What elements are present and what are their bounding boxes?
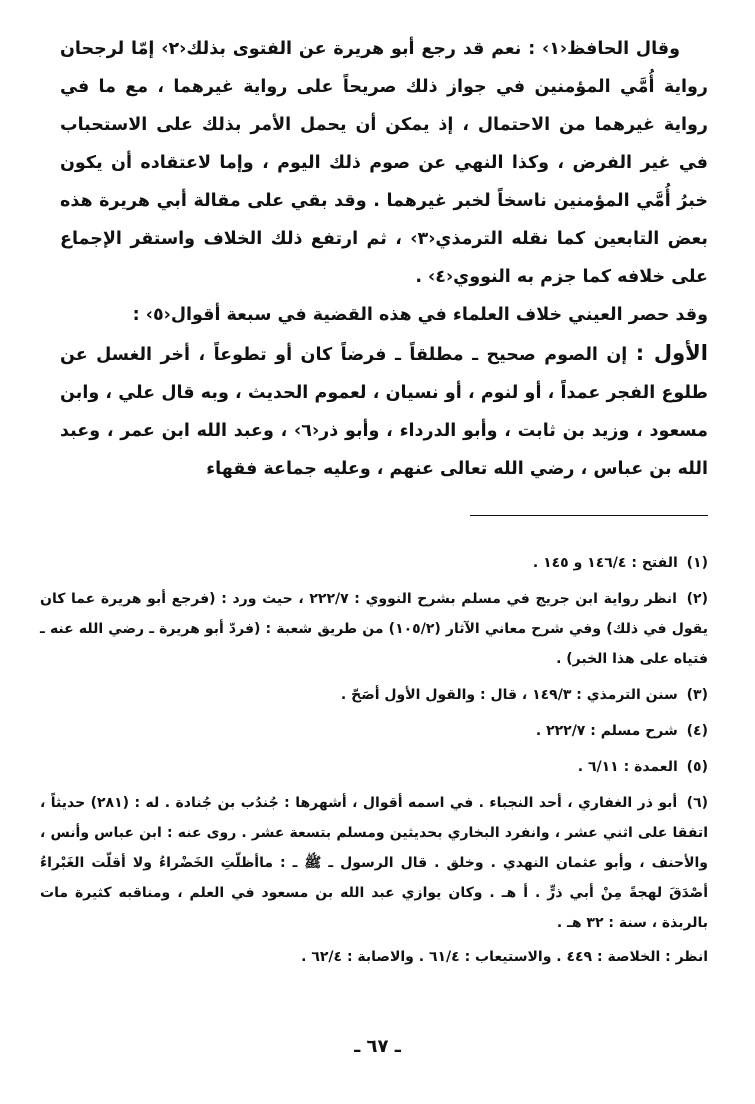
first-opinion-text: إن الصوم صحيح ـ مطلقاً ـ فرضاً كان أو تطوعاً ، أخر الغسل عن طلوع الفجر عمداً ، أو لنوم ، أو نسيان ، لعموم الحديث ، وبه قال علي ، وابن مسعود ، وزيد بن ثابت ، وأبو الدرداء ، وأبو ذر‹٦› ، وعبد الله ابن عمر ، وعبد الله بن عباس ، رضي الله تعالى عنهم ، وعليه جماعة فقهاء	[60, 345, 708, 479]
paragraph-aini: وقد حصر العيني خلاف العلماء في هذه القضية في سبعة أقوال‹٥› :	[132, 305, 708, 325]
footnote-3	[40, 680, 708, 710]
footnote-6	[40, 788, 708, 938]
footnote-text: أبو ذر الغفاري ، أحد النجباء . في اسمه أقوال ، أشهرها : جُندُب بن جُنادة . له : (٢٨١) حديثاً ، اتفقا على اثني عشر ، وانفرد البخاري بحديثين ومسلم بتسعة عشر . روى عنه : ابن عباس وأنس ، والأحنف ، وأبو عثمان النهدي . وخلق . قال الرسول ـ ﷺ ـ : ماأظلّتِ الخَضْراءُ ولا أقلّت الغَبْراءُ أصْدَقَ لهجةً مِنْ أبي ذرٍّ . أ هـ . وكان يوازي عبد الله بن مسعود في العلم ، ومناقبه كثيرة مات بالربذة ، سنة : ٣٢ هـ .	[40, 795, 708, 931]
footnote-text: انظر رواية ابن جريج في مسلم بشرح النووي : ٢٢٢/٧ ، حيث ورد : (فرجع أبو هريرة عما كان يقول في ذلك) وفي شرح معاني الآثار (١٠٥/٢) من طريق شعبة : (فردّ أبو هريرة ـ رضي الله عنه ـ فتياه على هذا الخبر) .	[40, 591, 708, 667]
first-opinion-heading: الأول :	[635, 341, 708, 365]
footnote-number: (٦)	[686, 795, 709, 811]
footnote-number: (٣)	[686, 687, 708, 703]
footnote-separator	[470, 515, 708, 516]
footnote-number: (٢)	[686, 591, 708, 607]
footnote-5	[40, 752, 708, 782]
footnote-1	[40, 548, 708, 578]
footnotes	[40, 548, 708, 972]
footnote-text: الفتح : ١٤٦/٤ و ١٤٥ .	[532, 555, 678, 571]
page-number: ـ ٦٧ ـ	[354, 1036, 401, 1057]
footnote-2	[40, 584, 708, 674]
footnote-number: (١)	[686, 555, 708, 571]
footnote-4	[40, 716, 708, 746]
paragraph-hafiz: وقال الحافظ‹١› : نعم قد رجع أبو هريرة عن الفتوى بذلك‹٢› إمّا لرجحان رواية أُمَّي المؤمنين في جواز ذلك صريحاً على رواية غيرهما ، مع ما في رواية غيرهما من الاحتمال ، إذ يمكن أن يحمل الأمر بذلك على الاستحباب في غير الفرض ، وكذا النهي عن صوم ذلك اليوم ، وإما لاعتقاده أن يكون خبرُ أُمَّي المؤمنين ناسخاً لخبر غيرهما . وقد بقي على مقالة أبي هريرة هذه بعض التابعين كما نقله الترمذي‹٣› ، ثم ارتفع ذلك الخلاف واستقر الإجماع على خلافه كما جزم به النووي‹٤› .	[60, 39, 709, 287]
footnote-number: (٥)	[686, 759, 708, 775]
footnote-number: (٤)	[686, 723, 708, 739]
paragraph-first-opinion	[60, 334, 708, 488]
footnote-text: العمدة : ٦/١١ .	[577, 759, 678, 775]
footnote-references: انظر : الخلاصة : ٤٤٩ . والاستيعاب : ٦١/٤ . والاصابة : ٦٢/٤ .	[301, 949, 708, 965]
footnote-text: شرح مسلم : ٢٢٢/٧ .	[535, 723, 678, 739]
footnote-text: سنن الترمذي : ١٤٩/٣ ، قال : والقول الأول أصَحّ .	[340, 687, 678, 703]
main-text-block	[60, 30, 708, 488]
